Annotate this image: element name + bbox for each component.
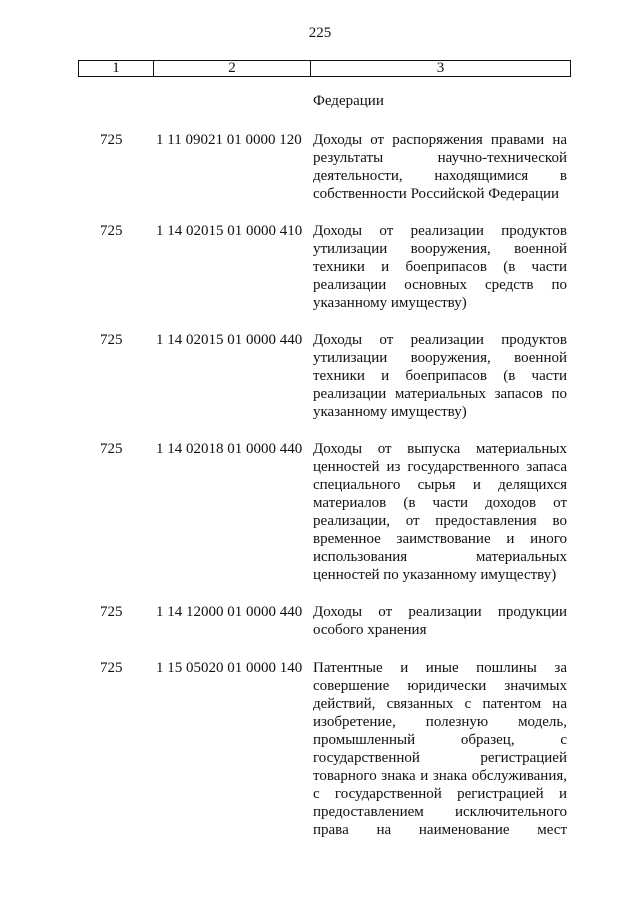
budget-classification-code: 1 11 09021 01 0000 120 <box>156 132 302 148</box>
table-header-col-2: 2 <box>154 61 311 76</box>
budget-classification-code: 1 14 02018 01 0000 440 <box>156 441 303 457</box>
description-line: совершение юридически значимых <box>313 678 567 694</box>
admin-code: 725 <box>100 332 123 348</box>
description-line: реализации основных средств по <box>313 277 567 293</box>
description-line: временное заимствование и иного <box>313 531 567 547</box>
description-line: деятельности, находящимися в <box>313 168 567 184</box>
admin-code: 725 <box>100 441 123 457</box>
admin-code: 725 <box>100 223 123 239</box>
description-line: особого хранения <box>313 622 427 638</box>
description-line: ценностей из государственного запаса <box>313 459 567 475</box>
budget-classification-code: 1 14 02015 01 0000 440 <box>156 332 303 348</box>
description-line: результаты научно-технической <box>313 150 567 166</box>
description-line: использования материальных <box>313 549 567 565</box>
description-line: собственности Российской Федерации <box>313 186 560 202</box>
revenue-description <box>313 222 567 312</box>
description-line: промышленный образец, с <box>313 732 567 748</box>
description-line: Патентные и иные пошлины за <box>313 660 567 676</box>
revenue-description <box>313 603 567 639</box>
description-line: реализации, от предоставления во <box>313 513 567 529</box>
admin-code: 725 <box>100 604 123 620</box>
table-header-col-1: 1 <box>79 61 154 76</box>
description-line: специального сырья и делящихся <box>313 477 567 493</box>
description-line: утилизации вооружения, военной <box>313 350 567 366</box>
description-line: техники и боеприпасов (в части <box>313 259 567 275</box>
description-line: ценностей по указанному имуществу) <box>313 567 557 583</box>
description-line: изобретение, полезную модель, <box>313 714 567 730</box>
page-number: 225 <box>308 25 332 41</box>
description-line: действий, связанных с патентом на <box>313 696 567 712</box>
description-line: реализации материальных запасов по <box>313 386 567 402</box>
description-line: Доходы от реализации продукции <box>313 604 567 620</box>
description-line: государственной регистрацией <box>313 750 567 766</box>
budget-classification-code: 1 15 05020 01 0000 140 <box>156 660 303 676</box>
description-line: материалов (в части доходов от <box>313 495 567 511</box>
description-line: с государственной регистрацией и <box>313 786 567 802</box>
description-line: утилизации вооружения, военной <box>313 241 567 257</box>
table-header-col-3: 3 <box>436 60 445 76</box>
admin-code: 725 <box>100 132 123 148</box>
continuation-text: Федерации <box>313 93 384 109</box>
description-line: товарного знака и знака обслуживания, <box>313 768 567 784</box>
budget-classification-code: 1 14 02015 01 0000 410 <box>156 223 303 239</box>
revenue-description <box>313 131 567 203</box>
description-line: Доходы от реализации продуктов <box>313 223 567 239</box>
description-line: Доходы от распоряжения правами на <box>313 132 567 148</box>
description-line: Доходы от выпуска материальных <box>313 441 567 457</box>
description-line: предоставлением исключительного <box>313 804 567 820</box>
admin-code: 725 <box>100 660 123 676</box>
budget-classification-code: 1 14 12000 01 0000 440 <box>156 604 303 620</box>
description-line: указанному имуществу) <box>313 404 467 420</box>
description-line: техники и боеприпасов (в части <box>313 368 567 384</box>
description-line: права на наименование мест <box>313 822 567 838</box>
revenue-description <box>313 331 567 421</box>
description-line: Доходы от реализации продуктов <box>313 332 567 348</box>
revenue-description <box>313 440 567 584</box>
description-line: указанному имуществу) <box>313 295 467 311</box>
revenue-description <box>313 659 567 839</box>
